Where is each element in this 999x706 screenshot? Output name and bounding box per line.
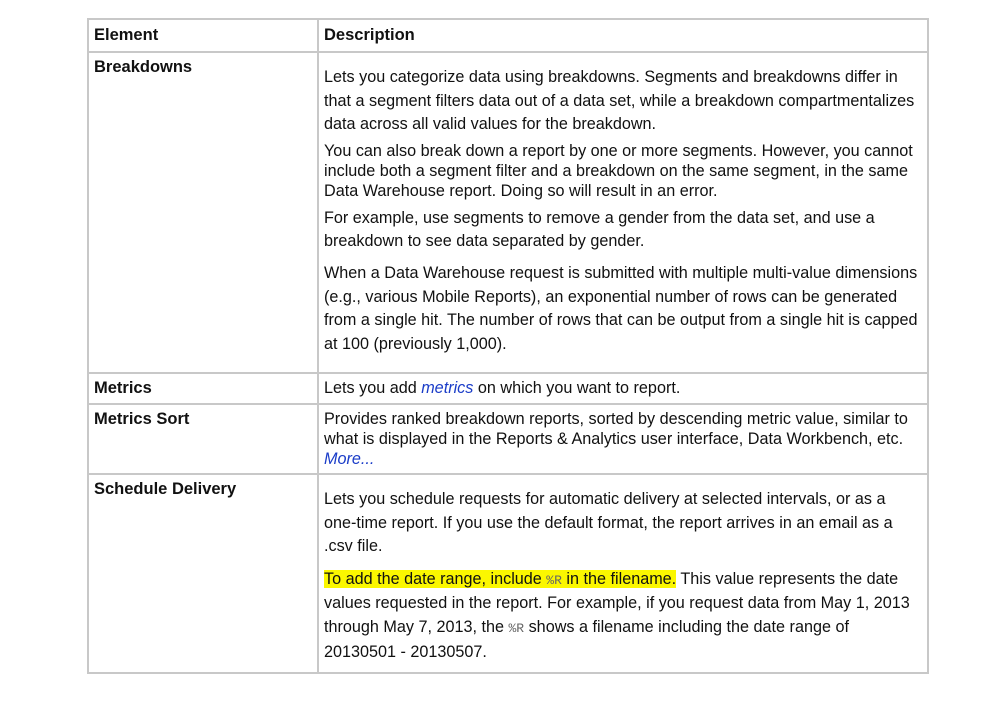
breakdowns-paragraph-2: You can also break down a report by one or more segments. However, you cannot include both a segment filter and a breakdown on the same segment, in the same Data Warehouse report. Doing so will result in an error. — [324, 141, 913, 200]
table-row — [88, 404, 928, 474]
metrics-description: Lets you add metrics on which you want to report. — [324, 379, 681, 397]
element-name-metrics-sort: Metrics Sort — [94, 410, 190, 428]
schedule-delivery-paragraph-2: To add the date range, include %R in the filename. This value represents the date values requested in the report. For example, if you request data from May 1, 2013 through May 7, 2013, the %R shows a filename including the date range of 20130501 - 20130507. — [324, 569, 910, 661]
table-row — [88, 373, 928, 404]
table-row — [88, 52, 928, 373]
code-percent-r: %R — [546, 572, 562, 588]
element-cell — [88, 52, 318, 373]
breakdowns-paragraph-4: When a Data Warehouse request is submitted with multiple multi-value dimensions (e.g., various Mobile Reports), an exponential number of rows can be generated from a single hit. The number of rows that can be output from a single hit is capped at 100 (previously 1,000). — [324, 263, 918, 353]
table-row — [88, 474, 928, 673]
more-link[interactable]: More... — [324, 450, 375, 468]
element-cell — [88, 404, 318, 474]
code-percent-r: %R — [508, 620, 525, 636]
table-header-row — [88, 19, 928, 52]
description-cell — [318, 474, 928, 673]
description-cell — [318, 52, 928, 373]
schedule-delivery-paragraph-1: Lets you schedule requests for automatic delivery at selected intervals, or as a one-time report. If you use the default format, the report arrives in an email as a .csv file. — [324, 490, 893, 556]
breakdowns-paragraph-3: For example, use segments to remove a gender from the data set, and use a breakdown to see data separated by gender. — [324, 208, 875, 251]
element-name-metrics: Metrics — [94, 379, 152, 397]
header-description: Description — [318, 19, 928, 52]
metrics-sort-description: Provides ranked breakdown reports, sorted by descending metric value, similar to what is displayed in the Reports & Analytics user interface, Data Workbench, etc. More... — [324, 410, 908, 468]
description-cell — [318, 404, 928, 474]
highlighted-text: To add the date range, include %R in the filename. — [324, 569, 677, 588]
element-cell — [88, 373, 318, 404]
element-name-breakdowns: Breakdowns — [94, 58, 193, 76]
metrics-link[interactable]: metrics — [421, 379, 474, 397]
breakdowns-paragraph-1: Lets you categorize data using breakdowns. Segments and breakdowns differ in that a segment filters data out of a data set, while a breakdown compartmentalizes data across all valid values for the breakdown. — [324, 68, 915, 134]
description-cell — [318, 373, 928, 404]
element-description-table — [87, 18, 929, 674]
header-element: Element — [88, 19, 318, 52]
element-cell — [88, 474, 318, 673]
element-name-schedule-delivery: Schedule Delivery — [94, 480, 237, 498]
